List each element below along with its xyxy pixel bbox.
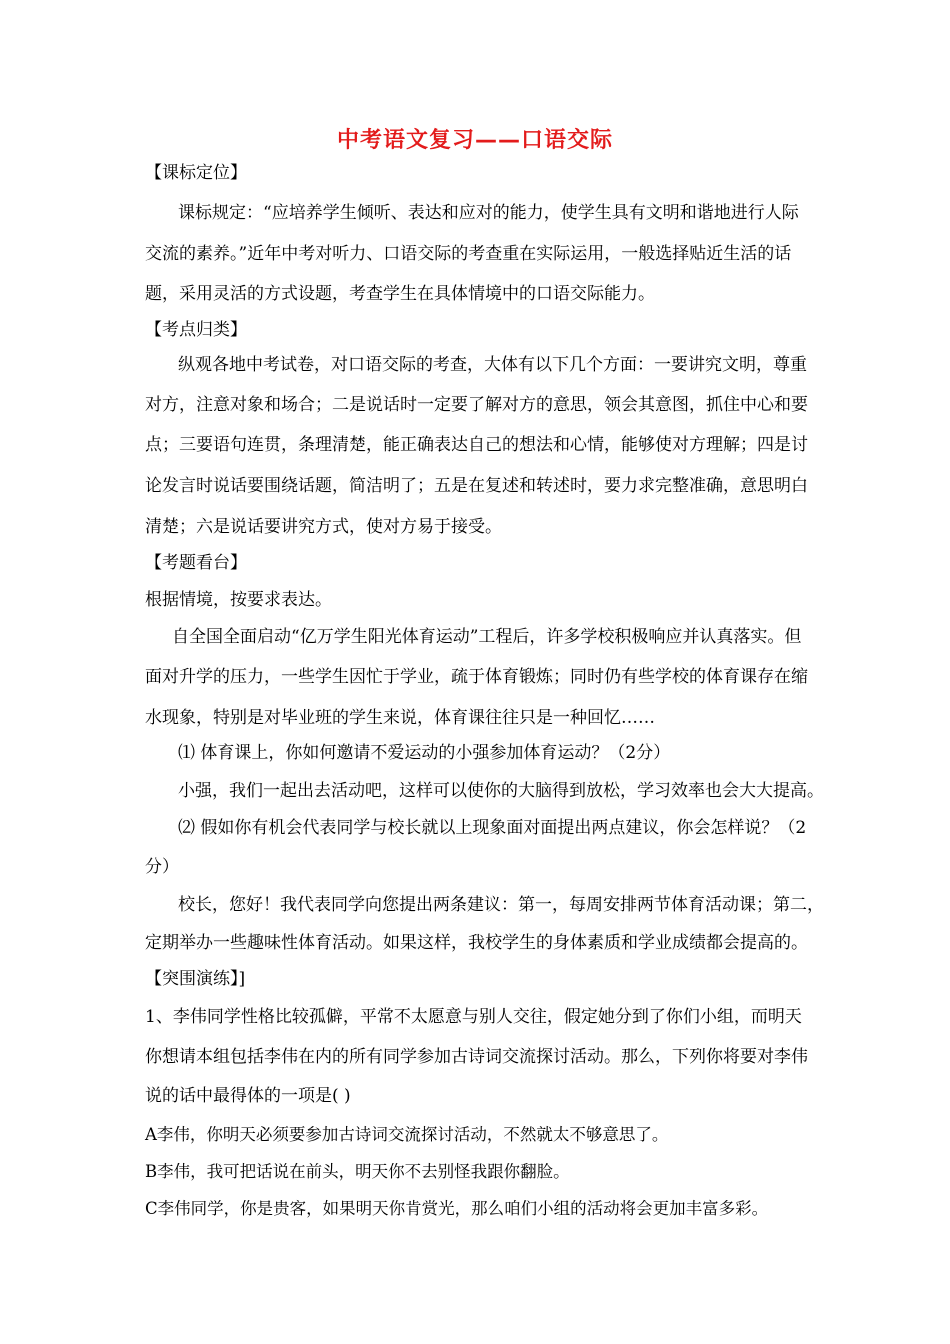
document-title: 中考语文复习——口语交际 (336, 128, 613, 153)
paragraph-line: 纵观各地中考试卷，对口语交际的考查，大体有以下几个方面：一要讲究文明，尊重 (178, 355, 807, 375)
question-2: ⑵ 假如你有机会代表同学与校长就以上现象面对面提出两点建议，你会怎样说？（2 (178, 818, 807, 838)
practice-question-line: 1、李伟同学性格比较孤僻，平常不太愿意与别人交往，假定她分到了你们小组，而明天 (145, 1007, 802, 1027)
answer-1: 小强，我们一起出去活动吧，这样可以使你的大脑得到放松，学习效率也会大大提高。 (178, 781, 824, 801)
option-c: C李伟同学，你是贵客，如果明天你肯赏光，那么咱们小组的活动将会更加丰富多彩。 (145, 1199, 769, 1218)
option-b: B李伟，我可把话说在前头，明天你不去别怪我跟你翻脸。 (145, 1162, 570, 1181)
answer-2: 校长，您好！我代表同学向您提出两条建议：第一，每周安排两节体育活动课；第二， (178, 895, 824, 915)
paragraph-line: 自全国全面启动“亿万学生阳光体育运动”工程后，许多学校积极响应并认真落实。但 (172, 627, 802, 647)
paragraph-line: 论发言时说话要围绕话题，简洁明了；五是在复述和转述时，要力求完整准确，意思明白 (145, 476, 808, 496)
paragraph-line: 交流的素养。”近年中考对听力、口语交际的考查重在实际运用，一般选择贴近生活的话 (145, 244, 792, 264)
practice-question-line: 你想请本组包括李伟在内的所有同学参加古诗词交流探讨活动。那么，下列你将要对李伟 (145, 1047, 808, 1067)
practice-question-line: 说的话中最得体的一项是( ) (145, 1086, 351, 1106)
section-heading-standard: 【课标定位】 (145, 163, 247, 183)
exam-instruction: 根据情境，按要求表达。 (145, 590, 332, 610)
paragraph-line: 面对升学的压力，一些学生因忙于学业，疏于体育锻炼；同时仍有些学校的体育课存在缩 (145, 667, 808, 687)
paragraph-line: 点；三要语句连贯，条理清楚，能正确表达自己的想法和心情，能够使对方理解；四是讨 (145, 435, 808, 455)
question-2-continued: 分） (145, 857, 179, 877)
paragraph-line: 清楚；六是说话要讲究方式，使对方易于接受。 (145, 517, 502, 537)
option-a: A李伟，你明天必须要参加古诗词交流探讨活动，不然就太不够意思了。 (145, 1125, 669, 1144)
section-heading-practice: 【突围演练】] (145, 969, 246, 989)
paragraph-line: 水现象，特别是对毕业班的学生来说，体育课往往只是一种回忆…… (145, 708, 655, 728)
paragraph-line: 课标规定：“应培养学生倾听、表达和应对的能力，使学生具有文明和谐地进行人际 (178, 203, 799, 223)
paragraph-line: 对方，注意对象和场合；二是说话时一定要了解对方的意思，领会其意图，抓住中心和要 (145, 395, 808, 415)
answer-2-continued: 定期举办一些趣味性体育活动。如果这样，我校学生的身体素质和学业成绩都会提高的。 (145, 933, 808, 953)
question-1: ⑴ 体育课上，你如何邀请不爱运动的小强参加体育运动？（2分） (178, 743, 671, 763)
paragraph-line: 题，采用灵活的方式设题，考查学生在具体情境中的口语交际能力。 (145, 284, 655, 304)
section-heading-exam: 【考题看台】 (145, 553, 247, 573)
section-heading-points: 【考点归类】 (145, 320, 247, 340)
